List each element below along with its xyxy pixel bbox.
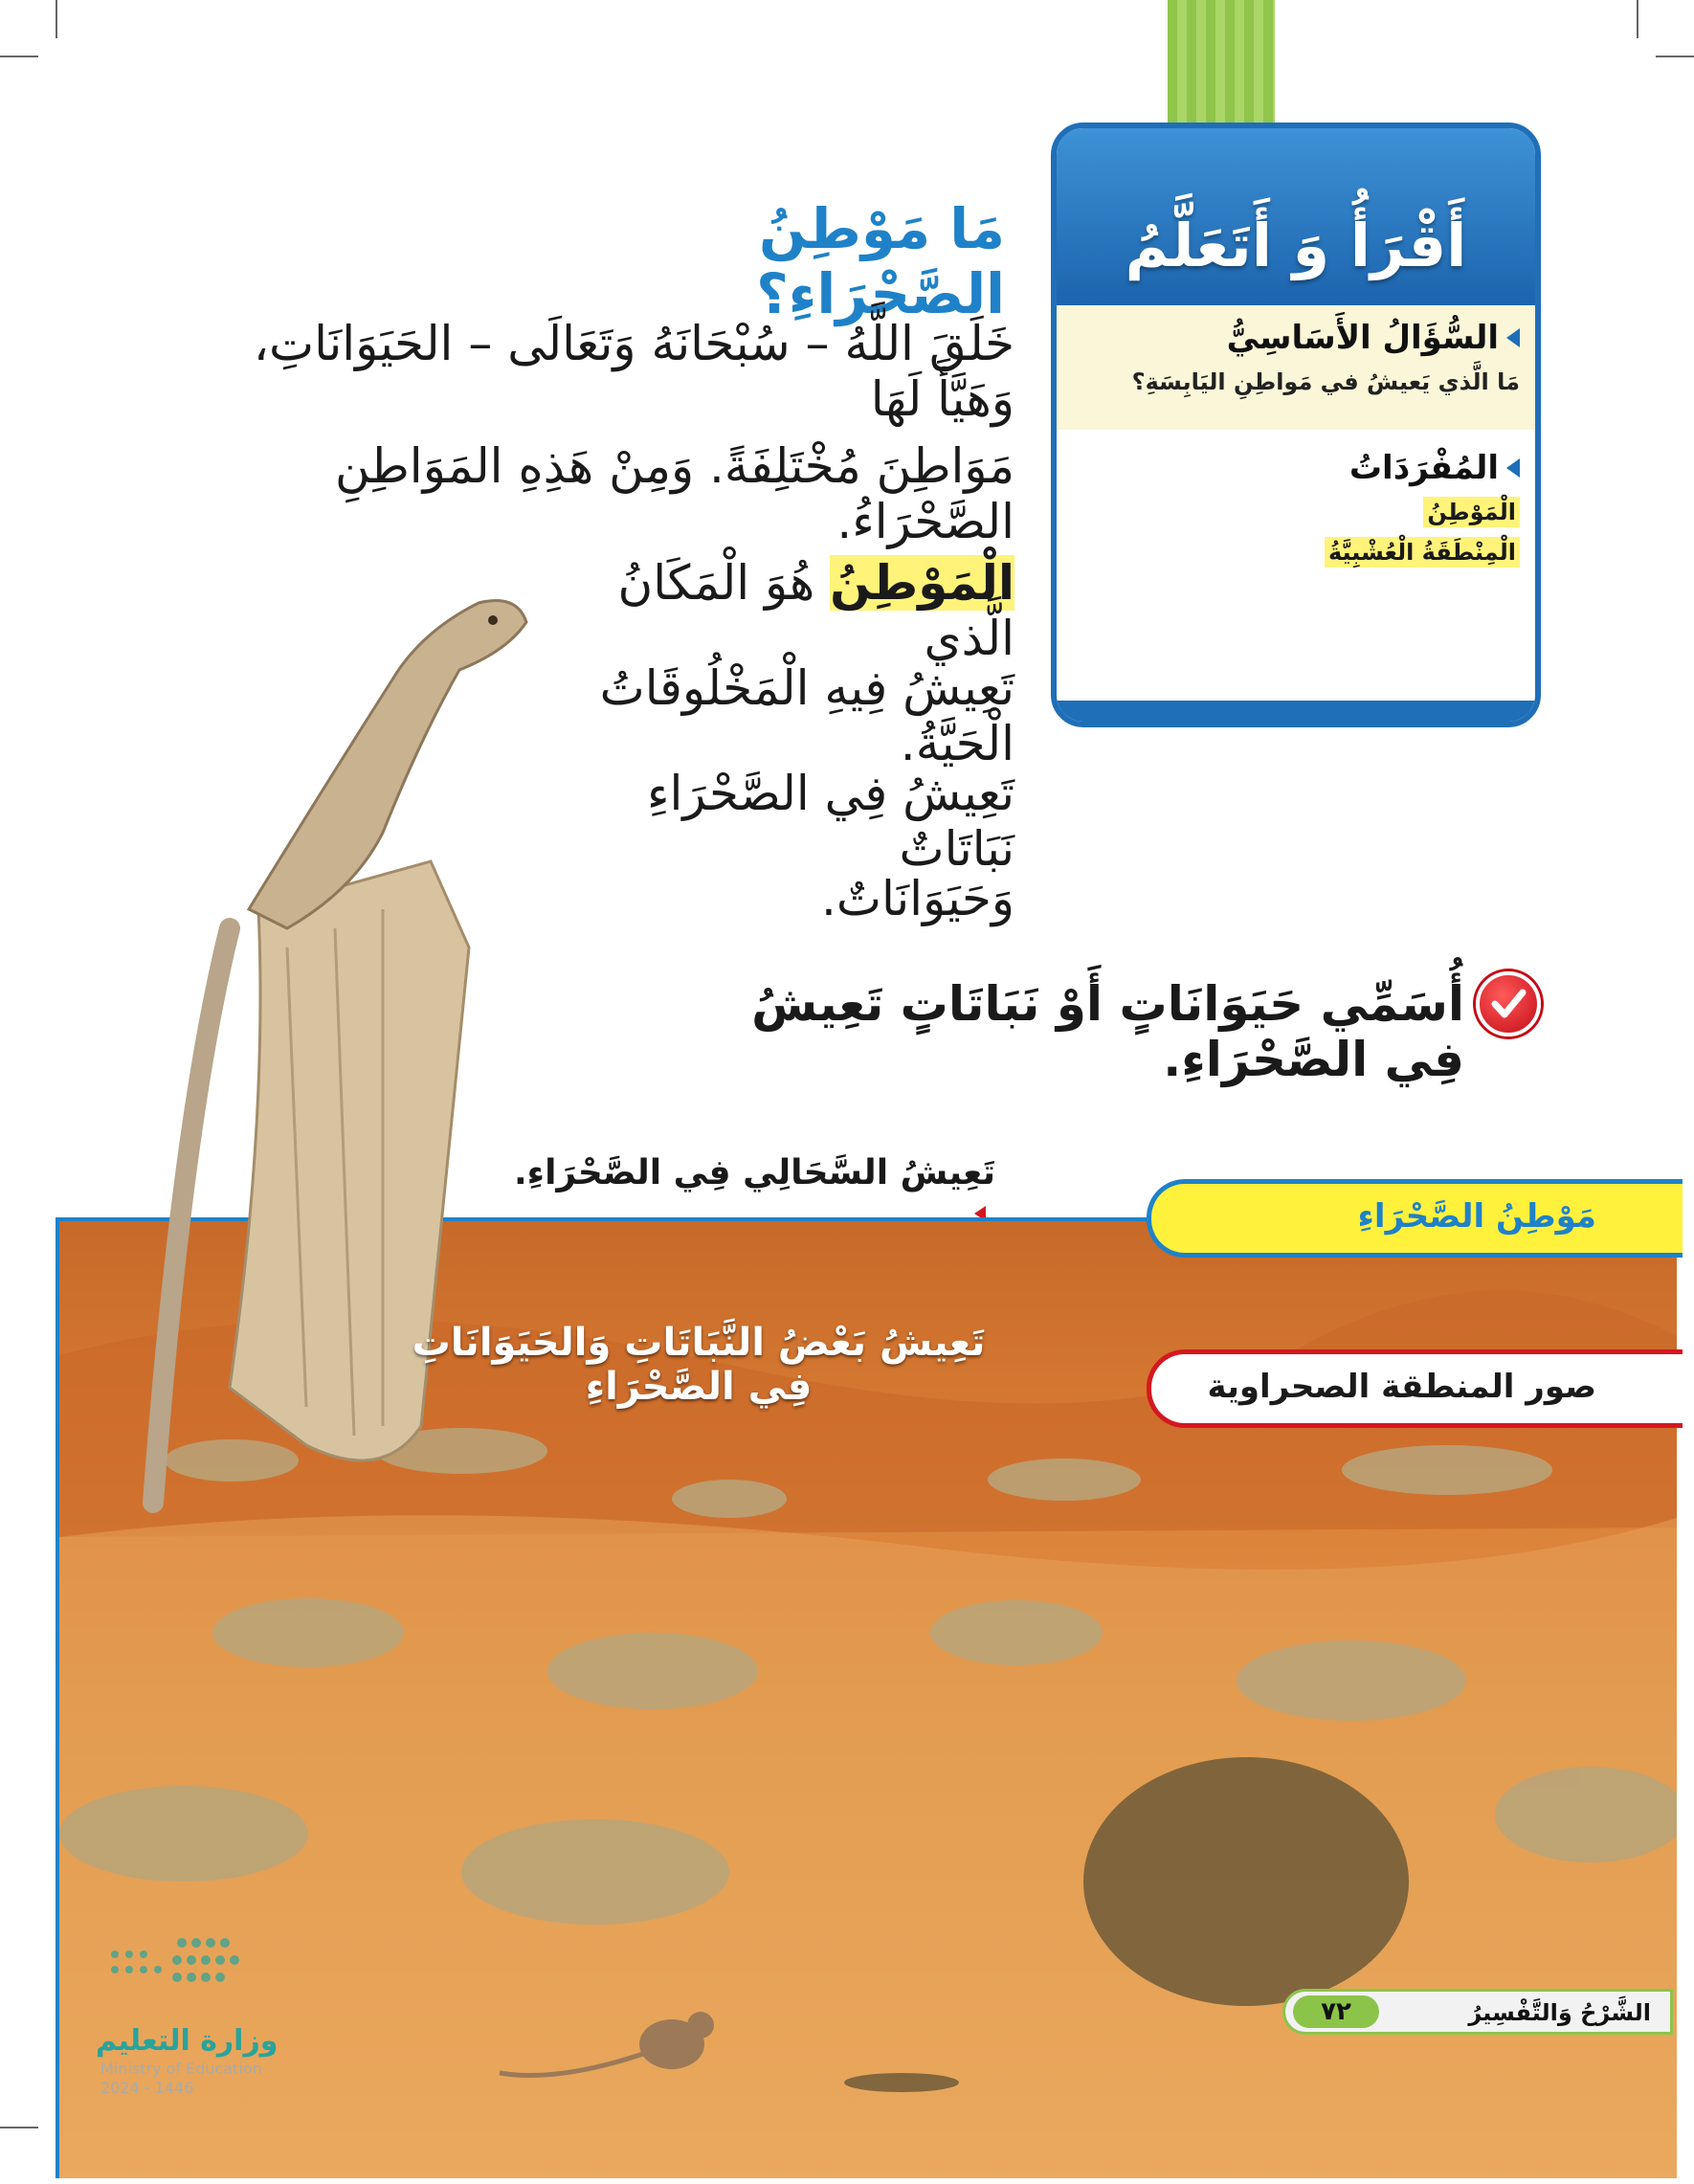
ministry-year: 2024 - 1446 [100, 2079, 194, 2097]
lesson-line: تَعِيشُ فِي الصَّحْرَاءِ نَبَاتَاتٌ [647, 766, 1014, 877]
definition-text: هُوَ الْمَكَانُ الَّذي [617, 555, 1014, 666]
vocabulary-label: المُفْرَدَاتُ [1349, 449, 1499, 487]
check-question: أُسَمِّي حَيَوَانَاتٍ أَوْ نَبَاتَاتٍ تَعِيشُ فِي الصَّحْرَاءِ. [751, 976, 1464, 1087]
lizard-caption-text: تَعِيشُ السَّحَالِي فِي الصَّحْرَاءِ. [514, 1153, 995, 1192]
habitat-tag-label: مَوْطِنُ الصَّحْرَاءِ [1357, 1197, 1596, 1236]
crop-mark [56, 0, 57, 38]
crop-mark [1637, 0, 1638, 38]
crop-mark [1656, 56, 1694, 57]
check-icon [1476, 971, 1541, 1036]
photo-caption: تَعِيشُ بَعْضُ النَّبَاتَاتِ وَالحَيَوَانَاتِ فِي الصَّحْرَاءِ [412, 1321, 986, 1409]
essential-question-box [1057, 305, 1535, 430]
triangle-bullet-icon [1506, 328, 1520, 347]
habitat-tag [1147, 1179, 1683, 1258]
essential-question-label: السُّؤَالُ الأَسَاسِيُّ [1226, 319, 1499, 357]
lesson-line: تَعِيشُ فِيهِ الْمَخْلُوقَاتُ الْحَيَّةُ. [599, 660, 1014, 771]
essential-question-label-row [1072, 319, 1520, 357]
section-name: الشَّرْحُ وَالتَّفْسِيرُ [1468, 1999, 1651, 2026]
page-footer-bar [1282, 1989, 1673, 2035]
desert-images-button[interactable] [1147, 1349, 1683, 1428]
vocabulary-word: الْمِنْطَقَةُ الْعُشْبِيَّةُ [1325, 537, 1520, 568]
card-footer-bar [1057, 701, 1535, 722]
crop-mark [0, 56, 38, 57]
ministry-name-ar: وزارة التعليم [96, 2024, 279, 2058]
page-number: ٧٢ [1293, 1995, 1379, 2028]
crop-mark [0, 2127, 38, 2128]
essential-question: مَا الَّذي يَعيشُ في مَواطِنِ اليَابِسَةِ؟ [1131, 368, 1520, 395]
highlighted-term: الْمَوْطِنُ [830, 555, 1014, 611]
ministry-dots-icon [57, 1933, 249, 2019]
triangle-bullet-icon [1506, 458, 1520, 478]
ministry-name-en: Ministry of Education [100, 2060, 262, 2078]
vocabulary-label-row [1072, 449, 1520, 487]
desert-images-label: صور المنطقة الصحراوية [1207, 1368, 1596, 1406]
card-header [1057, 128, 1535, 305]
lesson-line: خَلَقَ اللَّهُ – سُبْحَانَهُ وَتَعَالَى – الحَيَوَانَاتِ، وَهَيَّأَ لَهَا [253, 316, 1014, 427]
vocabulary-word: الْمَوْطِنُ [1423, 497, 1520, 527]
ministry-logo [57, 1933, 287, 2097]
lesson-heading: مَا مَوْطِنُ الصَّحْرَاءِ؟ [756, 196, 1005, 326]
card-title: أَقْرَأُ وَ أَتَعَلَّمُ [1125, 211, 1467, 280]
vocabulary-box [1057, 430, 1535, 587]
lesson-line: وَحَيَوَانَاتٌ. [821, 871, 1014, 926]
lesson-line: مَوَاطِنَ مُخْتَلِفَةً. وَمِنْ هَذِهِ المَوَاطِنِ الصَّحْرَاءُ. [334, 438, 1014, 549]
read-and-learn-card [1051, 123, 1541, 727]
